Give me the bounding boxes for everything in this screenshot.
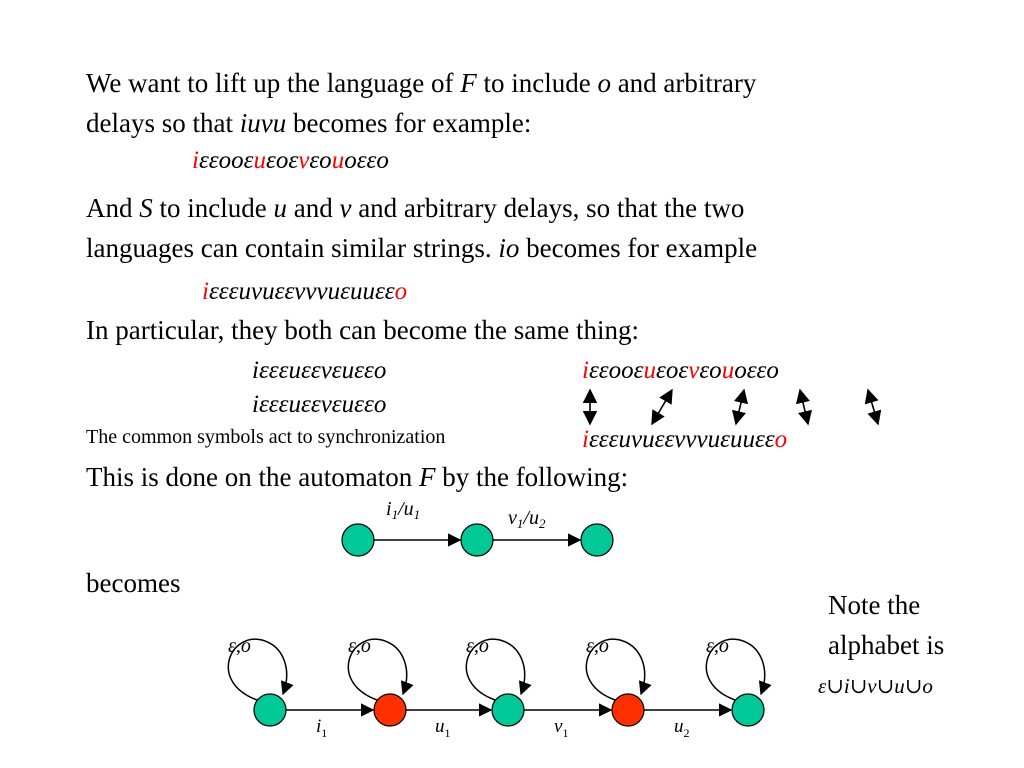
sequence-segment: εο (309, 147, 332, 174)
bottom-edge-label: $u_1$ (435, 716, 451, 740)
text-segment: and arbitrary delays, so that the two (351, 193, 745, 223)
alphabet-expression: ε∪i∪v∪u∪o (818, 674, 933, 698)
symbol-o: o (597, 68, 611, 98)
symbol-S: S (139, 193, 153, 223)
bottom-state (492, 694, 524, 726)
self-loop-label: ε,ο (466, 635, 489, 657)
sync-arrow-3 (736, 390, 744, 424)
text-segment: This is done on the automaton (86, 462, 419, 492)
sequence-segment: u (331, 147, 345, 174)
text-segment: becomes for example (519, 233, 758, 263)
bottom-edge-label: $v_1$ (554, 716, 569, 740)
sequence-segment: i (582, 426, 589, 453)
symbol-iuvu: iuvu (239, 108, 287, 138)
sync-arrow-2 (652, 390, 672, 424)
self-loop-label: ε,ο (348, 635, 371, 657)
note-line-1: Note the (828, 590, 921, 620)
text-segment: We want to lift up the language of (86, 68, 461, 98)
symbol-io: io (498, 233, 520, 263)
sync-string-a: iεεεuεεvεuεεo (252, 357, 387, 384)
text-segment: and arbitrary (610, 68, 757, 98)
sequence-segment: εεεuvuεεvvvuεuuεε (588, 426, 775, 453)
top-state-2 (461, 524, 493, 556)
sync-arrow-5 (868, 390, 878, 424)
top-edge-1-label: $i_1/u_1$ (386, 498, 421, 522)
common-symbols-note: The common symbols act to synchronization (86, 426, 446, 448)
top-state-3 (581, 524, 613, 556)
text-segment: becomes for example: (286, 108, 532, 138)
text-segment: to include (476, 68, 598, 98)
sync-string-b: iεεεuεεvεuεεo (252, 391, 387, 418)
sequence-segment: οεεο (734, 357, 779, 384)
becomes-label: becomes (86, 568, 181, 598)
text-segment: to include (152, 193, 274, 223)
text-segment: and (286, 193, 340, 223)
sequence-segment: εο (699, 357, 722, 384)
paragraph-line-7: In particular, they both can become the same thing: (86, 315, 639, 345)
sequence-segment: εεοοε (588, 357, 644, 384)
sequence-segment: εοε (656, 357, 689, 384)
sequence-segment: u (643, 357, 657, 384)
top-state-1 (342, 524, 374, 556)
symbol-v: v (339, 193, 352, 223)
symbol-F: F (460, 68, 477, 98)
text-segment: languages can contain similar strings. (86, 233, 499, 263)
bottom-state (732, 694, 764, 726)
bottom-automaton (228, 635, 765, 740)
sequence-segment: o (394, 278, 408, 305)
sequence-segment: u (721, 357, 735, 384)
bottom-state (254, 694, 286, 726)
bottom-edge-label: $i_1$ (316, 716, 328, 740)
text-segment: And (86, 193, 140, 223)
sequence-segment: εεοοε (198, 147, 254, 174)
self-loop-label: ε,ο (586, 635, 609, 657)
sequence-segment: εεεuvuεεvvvuεuuεε (208, 278, 395, 305)
bottom-edge-label: $u_2$ (674, 716, 690, 740)
bottom-state (612, 694, 644, 726)
bottom-state (374, 694, 406, 726)
sync-arrow-4 (800, 390, 808, 424)
text-segment: by the following: (435, 462, 629, 492)
sequence-segment: i (192, 147, 199, 174)
sequence-segment: v (298, 147, 310, 174)
sequence-segment: i (582, 357, 589, 384)
symbol-F: F (418, 462, 436, 492)
sequence-segment: εοε (266, 147, 299, 174)
symbol-u: u (273, 193, 287, 223)
sequence-segment: o (774, 426, 788, 453)
note-line-2: alphabet is (828, 630, 945, 660)
top-edge-2-label: $v_1/u_2$ (508, 507, 546, 531)
sequence-segment: i (202, 278, 209, 305)
self-loop-label: ε,ο (706, 635, 729, 657)
sequence-segment: v (688, 357, 700, 384)
text-segment: delays so that (86, 108, 240, 138)
top-automaton (342, 498, 613, 556)
sync-arrows (590, 390, 878, 424)
sequence-segment: οεεο (344, 147, 389, 174)
self-loop-label: ε,ο (228, 635, 251, 657)
sequence-segment: u (253, 147, 267, 174)
